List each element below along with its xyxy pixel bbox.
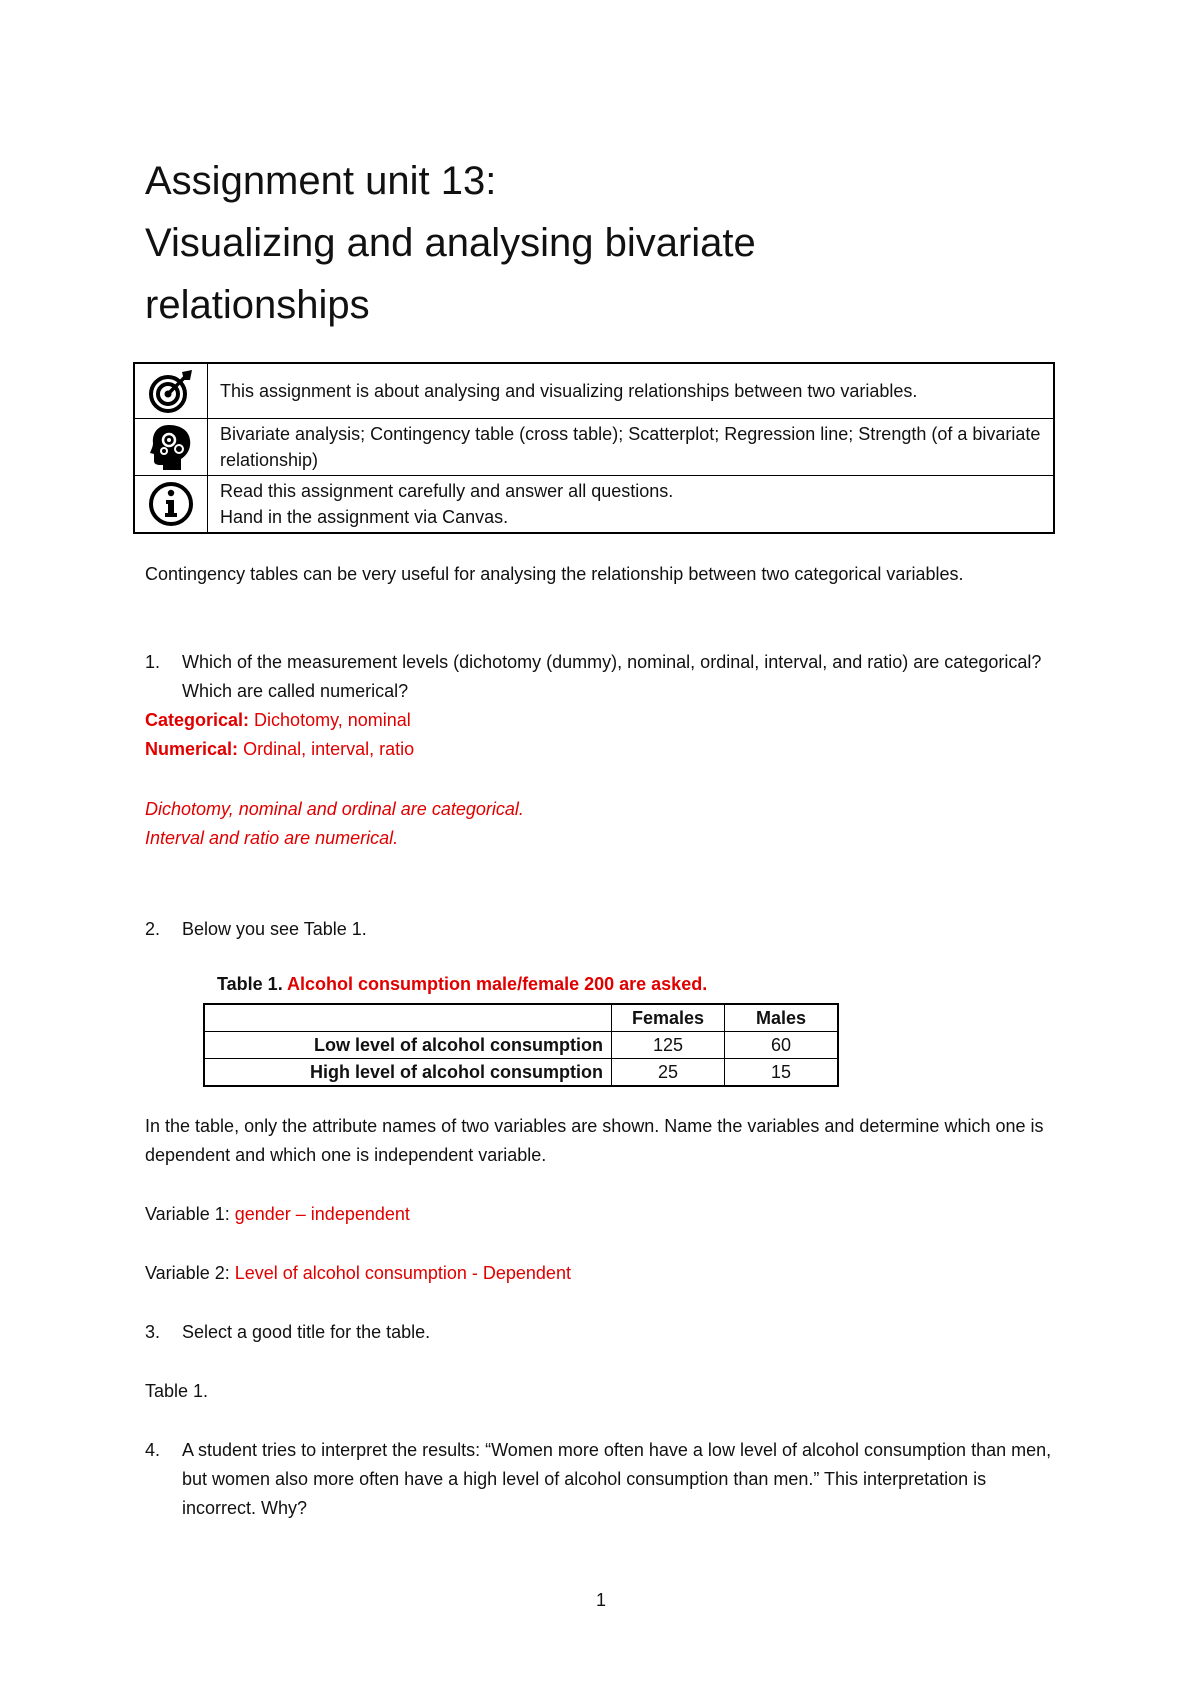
row-label-high: High level of alcohol consumption bbox=[204, 1059, 612, 1087]
alcohol-table-header-empty bbox=[204, 1004, 612, 1032]
q3-answer: Table 1. bbox=[145, 1381, 209, 1401]
title-line-2: Visualizing and analysing bivariate bbox=[145, 221, 756, 265]
title-line-3: relationships bbox=[145, 283, 370, 327]
table-row bbox=[204, 1059, 838, 1087]
question-1-text: Which of the measurement levels (dichotomy (dummy), nominal, ordinal, interval, and ratio) are categorical? Which are called numerical? bbox=[182, 652, 1042, 701]
alcohol-table-header bbox=[204, 1004, 838, 1032]
head-gears-icon bbox=[134, 419, 208, 476]
intro-info-line-2: Hand in the assignment via Canvas. bbox=[220, 507, 509, 527]
cell-high-females: 25 bbox=[612, 1059, 725, 1087]
info-icon bbox=[134, 476, 208, 534]
variable-2-label: Variable 2: bbox=[145, 1263, 230, 1283]
q1-answer-categorical-label: Categorical: bbox=[145, 710, 250, 730]
q1-answer-numerical-label: Numerical: bbox=[145, 739, 239, 759]
target-icon bbox=[134, 363, 208, 419]
question-4-number: 4. bbox=[145, 1440, 161, 1460]
cell-low-males: 60 bbox=[725, 1032, 839, 1059]
title-line-1: Assignment unit 13: bbox=[145, 159, 497, 203]
intro-goal-text: This assignment is about analysing and visualizing relationships between two variables. bbox=[208, 363, 1055, 419]
q1-answer-numerical-value: Ordinal, interval, ratio bbox=[243, 739, 415, 759]
question-3-number: 3. bbox=[145, 1322, 161, 1342]
q1-answer-categorical bbox=[145, 706, 1065, 735]
table-1-caption bbox=[217, 974, 707, 995]
alcohol-table-header-females: Females bbox=[612, 1004, 725, 1032]
question-4-text: A student tries to interpret the results: “Women more often have a low level of alcohol consumption than men, but women also more often have a high level of alcohol consumption than men.” This interpretation is incorrect. Why? bbox=[182, 1440, 1052, 1518]
q2-follow-text: In the table, only the attribute names of two variables are shown. Name the variables and determine which one is dependent and which one is independent variable. bbox=[145, 1116, 1044, 1165]
row-label-low: Low level of alcohol consumption bbox=[204, 1032, 612, 1059]
alcohol-table-header-males: Males bbox=[725, 1004, 839, 1032]
variable-2-line bbox=[145, 1259, 1065, 1288]
intro-info-line-1: Read this assignment carefully and answer all questions. bbox=[220, 481, 674, 501]
intro-row-goal bbox=[134, 363, 1054, 419]
page-number: 1 bbox=[596, 1590, 607, 1610]
intro-row-info bbox=[134, 476, 1054, 534]
cell-high-males: 15 bbox=[725, 1059, 839, 1087]
q1-answer-categorical-value: Dichotomy, nominal bbox=[254, 710, 411, 730]
question-2-number: 2. bbox=[145, 919, 161, 939]
variable-1-line bbox=[145, 1200, 1065, 1229]
variable-2-answer: Level of alcohol consumption - Dependent bbox=[234, 1263, 571, 1283]
intro-paragraph: Contingency tables can be very useful for analysing the relationship between two categorical variables. bbox=[145, 564, 964, 584]
table-1-caption-label: Table 1. bbox=[217, 974, 283, 994]
intro-row-keywords bbox=[134, 419, 1054, 476]
question-2-text: Below you see Table 1. bbox=[182, 919, 367, 939]
table-1-caption-red: Alcohol consumption male/female 200 are asked. bbox=[287, 974, 708, 994]
q1-italic-line-2: Interval and ratio are numerical. bbox=[145, 828, 399, 848]
question-1-number: 1. bbox=[145, 652, 161, 672]
cell-low-females: 125 bbox=[612, 1032, 725, 1059]
table-row bbox=[204, 1032, 838, 1059]
alcohol-table bbox=[203, 1003, 839, 1087]
intro-keywords-text: Bivariate analysis; Contingency table (cross table); Scatterplot; Regression line; Strength (of a bivariate relationship) bbox=[208, 419, 1055, 476]
variable-1-answer: gender – independent bbox=[234, 1204, 410, 1224]
intro-info-text bbox=[208, 476, 1055, 534]
intro-table bbox=[133, 362, 1055, 534]
question-3-text: Select a good title for the table. bbox=[182, 1322, 431, 1342]
variable-1-label: Variable 1: bbox=[145, 1204, 230, 1224]
page-title bbox=[145, 150, 756, 336]
q1-italic-line-1: Dichotomy, nominal and ordinal are categorical. bbox=[145, 799, 524, 819]
q1-answer-numerical bbox=[145, 735, 1065, 764]
